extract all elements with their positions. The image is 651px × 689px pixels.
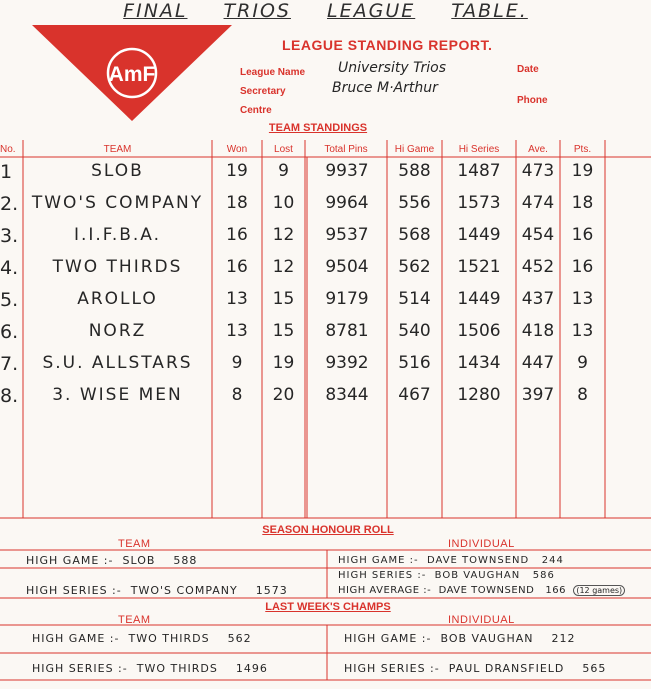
phone-label: Phone (517, 95, 548, 106)
entry-value: 1573 (255, 584, 288, 597)
won-value: 19 (226, 161, 248, 181)
lost-value: 12 (272, 225, 295, 245)
average-value: 437 (521, 289, 555, 309)
lost-value: 19 (272, 353, 295, 373)
row-number: 5. (0, 289, 19, 311)
entry-label: HIGH GAME :- (26, 554, 114, 567)
hi-game-value: 516 (398, 353, 431, 373)
league-name-value: University Trios (338, 60, 447, 76)
entry-name: PAUL DRANSFIELD (448, 662, 565, 675)
lost-value: 15 (272, 289, 295, 309)
entry-value: 244 (541, 555, 564, 566)
table-row (0, 161, 651, 191)
hi-series-value: 1506 (457, 321, 501, 341)
hi-game-value: 540 (398, 321, 431, 341)
lost-value: 20 (272, 385, 295, 405)
champs-team-high-game (32, 632, 252, 645)
table-row (0, 353, 651, 383)
title-word-table: TABLE. (451, 0, 528, 22)
entry-label: HIGH SERIES :- (26, 584, 122, 597)
entry-value: 562 (227, 632, 252, 645)
won-value: 16 (226, 225, 248, 245)
entry-name: TWO THIRDS (128, 632, 210, 645)
secretary-label: Secretary (240, 86, 286, 97)
col-header-hi-series: Hi Series (458, 144, 500, 155)
col-header-total-pins: Total Pins (324, 144, 368, 155)
average-value: 473 (521, 161, 555, 181)
total-pins-value: 9537 (325, 225, 369, 245)
team-name: AROLLO (77, 289, 158, 309)
logo-text: AmF (108, 63, 156, 86)
table-row (0, 321, 651, 351)
season-individual-high-series (338, 570, 555, 581)
won-value: 18 (226, 193, 248, 213)
row-number: 1 (0, 161, 13, 183)
hi-game-value: 467 (398, 385, 431, 405)
points-value: 18 (571, 193, 594, 213)
hi-series-value: 1521 (457, 257, 501, 277)
col-header-pts: Pts. (573, 144, 592, 155)
entry-name: TWO'S COMPANY (130, 584, 238, 597)
league-name-label: League Name (240, 67, 306, 78)
hi-game-value: 588 (398, 161, 431, 181)
row-number: 2. (0, 193, 19, 215)
team-name: S.U. ALLSTARS (42, 353, 193, 373)
season-individual-label: INDIVIDUAL (448, 538, 515, 550)
title-word-trios: TRIOS (223, 0, 291, 22)
entry-value: 212 (551, 632, 576, 645)
total-pins-value: 9179 (325, 289, 369, 309)
entry-value: 586 (532, 570, 555, 581)
entry-value: 166 (545, 585, 566, 596)
won-value: 9 (231, 353, 243, 373)
hi-series-value: 1449 (457, 225, 501, 245)
table-row (0, 385, 651, 415)
centre-label: Centre (240, 105, 272, 116)
points-value: 16 (571, 225, 594, 245)
average-value: 447 (521, 353, 555, 373)
season-team-label: TEAM (118, 538, 151, 550)
season-team-high-series (26, 584, 288, 597)
table-row (0, 257, 651, 287)
report-title: LEAGUE STANDING REPORT. (282, 37, 493, 53)
champs-individual-high-series (344, 662, 606, 675)
entry-label: HIGH GAME :- (338, 555, 419, 566)
lost-value: 9 (278, 161, 289, 181)
total-pins-value: 8344 (325, 385, 369, 405)
season-team-high-game (26, 554, 197, 567)
entry-label: HIGH GAME :- (32, 632, 120, 645)
entry-label: HIGH SERIES :- (32, 662, 128, 675)
hi-series-value: 1573 (457, 193, 501, 213)
average-value: 474 (521, 193, 555, 213)
col-header-no: No. (0, 144, 16, 155)
hi-game-value: 514 (398, 289, 431, 309)
entry-label: HIGH SERIES :- (338, 570, 427, 581)
table-row (0, 193, 651, 223)
entry-value: 1496 (235, 662, 268, 675)
points-value: 8 (577, 385, 588, 405)
row-number: 8. (0, 385, 19, 407)
hi-series-value: 1280 (457, 385, 501, 405)
average-value: 454 (521, 225, 555, 245)
average-value: 397 (521, 385, 555, 405)
hi-series-value: 1434 (457, 353, 501, 373)
entry-label: HIGH AVERAGE :- (338, 585, 432, 596)
col-header-team: TEAM (103, 144, 132, 155)
champs-team-high-series (32, 662, 268, 675)
champs-individual-high-game (344, 632, 576, 645)
entry-value: 565 (582, 662, 607, 675)
team-name: SLOB (91, 161, 144, 181)
team-name: TWO'S COMPANY (31, 193, 204, 213)
lost-value: 15 (272, 321, 295, 341)
points-value: 13 (571, 289, 594, 309)
hi-series-value: 1449 (457, 289, 501, 309)
entry-note: (12 games) (573, 585, 625, 596)
points-value: 19 (571, 161, 594, 181)
total-pins-value: 8781 (325, 321, 369, 341)
total-pins-value: 9504 (325, 257, 369, 277)
total-pins-value: 9937 (325, 161, 369, 181)
won-value: 8 (231, 385, 243, 405)
champs-team-label: TEAM (118, 614, 151, 626)
lost-value: 10 (272, 193, 295, 213)
entry-label: HIGH GAME :- (344, 632, 432, 645)
col-header-won: Won (226, 144, 248, 155)
hi-series-value: 1487 (457, 161, 501, 181)
row-number: 6. (0, 321, 19, 343)
hi-game-value: 568 (398, 225, 431, 245)
secretary-value: Bruce M·Arthur (332, 80, 438, 96)
season-honour-roll-title: SEASON HONOUR ROLL (262, 524, 394, 536)
points-value: 16 (571, 257, 594, 277)
team-name: 3. WISE MEN (52, 385, 183, 405)
won-value: 13 (226, 321, 248, 341)
table-row (0, 225, 651, 255)
entry-label: HIGH SERIES :- (344, 662, 440, 675)
team-name: NORZ (88, 321, 147, 341)
points-value: 9 (577, 353, 588, 373)
team-name: I.I.F.B.A. (73, 225, 162, 245)
last-weeks-champs-title: LAST WEEK'S CHAMPS (265, 601, 391, 613)
table-row (0, 289, 651, 319)
hi-game-value: 562 (398, 257, 431, 277)
season-individual-high-game (338, 555, 564, 566)
entry-name: BOB VAUGHAN (440, 632, 534, 645)
entry-name: SLOB (122, 554, 156, 567)
average-value: 418 (521, 321, 555, 341)
hi-game-value: 556 (398, 193, 431, 213)
col-header-lost: Lost (274, 144, 293, 155)
title-word-league: LEAGUE (327, 0, 416, 22)
entry-value: 588 (173, 554, 198, 567)
col-header-ave: Ave. (528, 144, 548, 155)
team-name: TWO THIRDS (52, 257, 183, 277)
points-value: 13 (571, 321, 594, 341)
average-value: 452 (521, 257, 555, 277)
season-individual-high-average (338, 585, 625, 596)
entry-name: TWO THIRDS (136, 662, 218, 675)
col-header-hi-game: Hi Game (394, 144, 435, 155)
total-pins-value: 9392 (325, 353, 369, 373)
team-standings-title: TEAM STANDINGS (268, 122, 368, 134)
lost-value: 12 (272, 257, 295, 277)
entry-name: DAVE TOWNSEND (426, 555, 530, 566)
total-pins-value: 9964 (325, 193, 369, 213)
champs-individual-label: INDIVIDUAL (448, 614, 515, 626)
entry-name: BOB VAUGHAN (434, 570, 521, 581)
title-word-final: FINAL (123, 0, 188, 22)
won-value: 13 (226, 289, 248, 309)
entry-name: DAVE TOWNSEND (438, 585, 535, 596)
row-number: 4. (0, 257, 19, 279)
row-number: 3. (0, 225, 19, 247)
row-number: 7. (0, 353, 19, 375)
date-label: Date (517, 64, 539, 75)
won-value: 16 (226, 257, 248, 277)
